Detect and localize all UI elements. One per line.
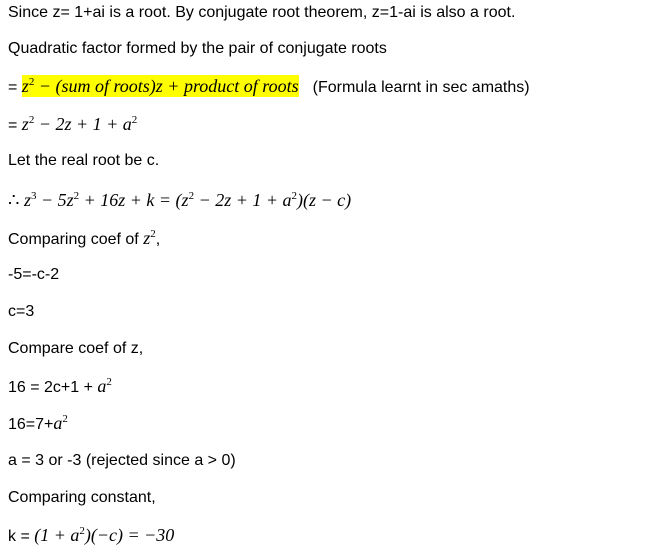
exponent: 2 — [79, 525, 85, 537]
expanded-quadratic — [22, 114, 137, 134]
z-squared — [143, 228, 156, 248]
exponent: 2 — [62, 413, 68, 425]
line-compare-constant: Comparing constant, — [8, 489, 156, 506]
exponent: 2 — [28, 114, 35, 126]
math-part: )(z − c) — [297, 190, 352, 210]
equals-sign: = — [8, 117, 18, 134]
highlighted-formula — [22, 75, 299, 97]
line-16-equation — [8, 376, 112, 398]
math-part: + 16z + k = (z — [79, 190, 189, 210]
formula-note: (Formula learnt in sec amaths) — [312, 79, 530, 96]
exponent: 2 — [131, 114, 138, 126]
line-compare-z: Compare coef of z, — [8, 340, 144, 357]
exponent: 2 — [73, 190, 80, 202]
comma: , — [155, 231, 161, 248]
math-part: − 5z — [36, 190, 74, 210]
math-part: )(−c) = −30 — [84, 525, 175, 545]
equation-text: 16 = 2c+1 + — [8, 379, 98, 396]
exponent: 2 — [188, 190, 195, 202]
equation-text: k = — [8, 528, 35, 545]
factorization-equation — [19, 190, 351, 210]
exponent: 2 — [150, 228, 156, 240]
math-part: − 2z + 1 + a — [34, 114, 132, 134]
formula-exponent: 2 — [28, 76, 35, 88]
compare-label: Comparing coef of — [8, 231, 144, 248]
math-part: − 2z + 1 + a — [194, 190, 292, 210]
exponent: 3 — [30, 190, 37, 202]
line-factorization — [8, 190, 351, 212]
math-part: z — [19, 190, 31, 210]
k-expression — [34, 525, 174, 545]
line-a-values: a = 3 or -3 (rejected since a > 0) — [8, 452, 236, 469]
line-quadratic-factor: Quadratic factor formed by the pair of conjugate roots — [8, 40, 387, 57]
line-conjugate-root: Since z= 1+ai is a root. By conjugate root theorem, z=1-ai is also a root. — [8, 4, 516, 21]
line-expanded-quadratic — [8, 114, 137, 136]
formula-z: z — [21, 76, 29, 96]
line-formula — [8, 76, 530, 98]
math-part: a — [97, 376, 107, 396]
formula-rest: − (sum of roots)z + product of roots — [34, 76, 299, 96]
line-minus5: -5=-c-2 — [8, 266, 60, 283]
a-squared — [53, 413, 68, 433]
line-real-root: Let the real root be c. — [8, 152, 160, 169]
exponent: 2 — [291, 190, 298, 202]
math-part: z — [143, 228, 151, 248]
equation-text: 16=7+ — [8, 416, 54, 433]
line-k-result — [8, 525, 174, 547]
math-part: (1 + a — [34, 525, 80, 545]
a-squared — [97, 376, 112, 396]
math-part: a — [53, 413, 63, 433]
line-compare-z2 — [8, 228, 160, 250]
line-16-equals-7 — [8, 413, 68, 435]
equals-sign: = — [8, 79, 18, 96]
math-part: z — [21, 114, 29, 134]
line-c-equals: c=3 — [8, 303, 35, 320]
therefore-symbol: ∴ — [8, 190, 20, 210]
exponent: 2 — [106, 376, 112, 388]
